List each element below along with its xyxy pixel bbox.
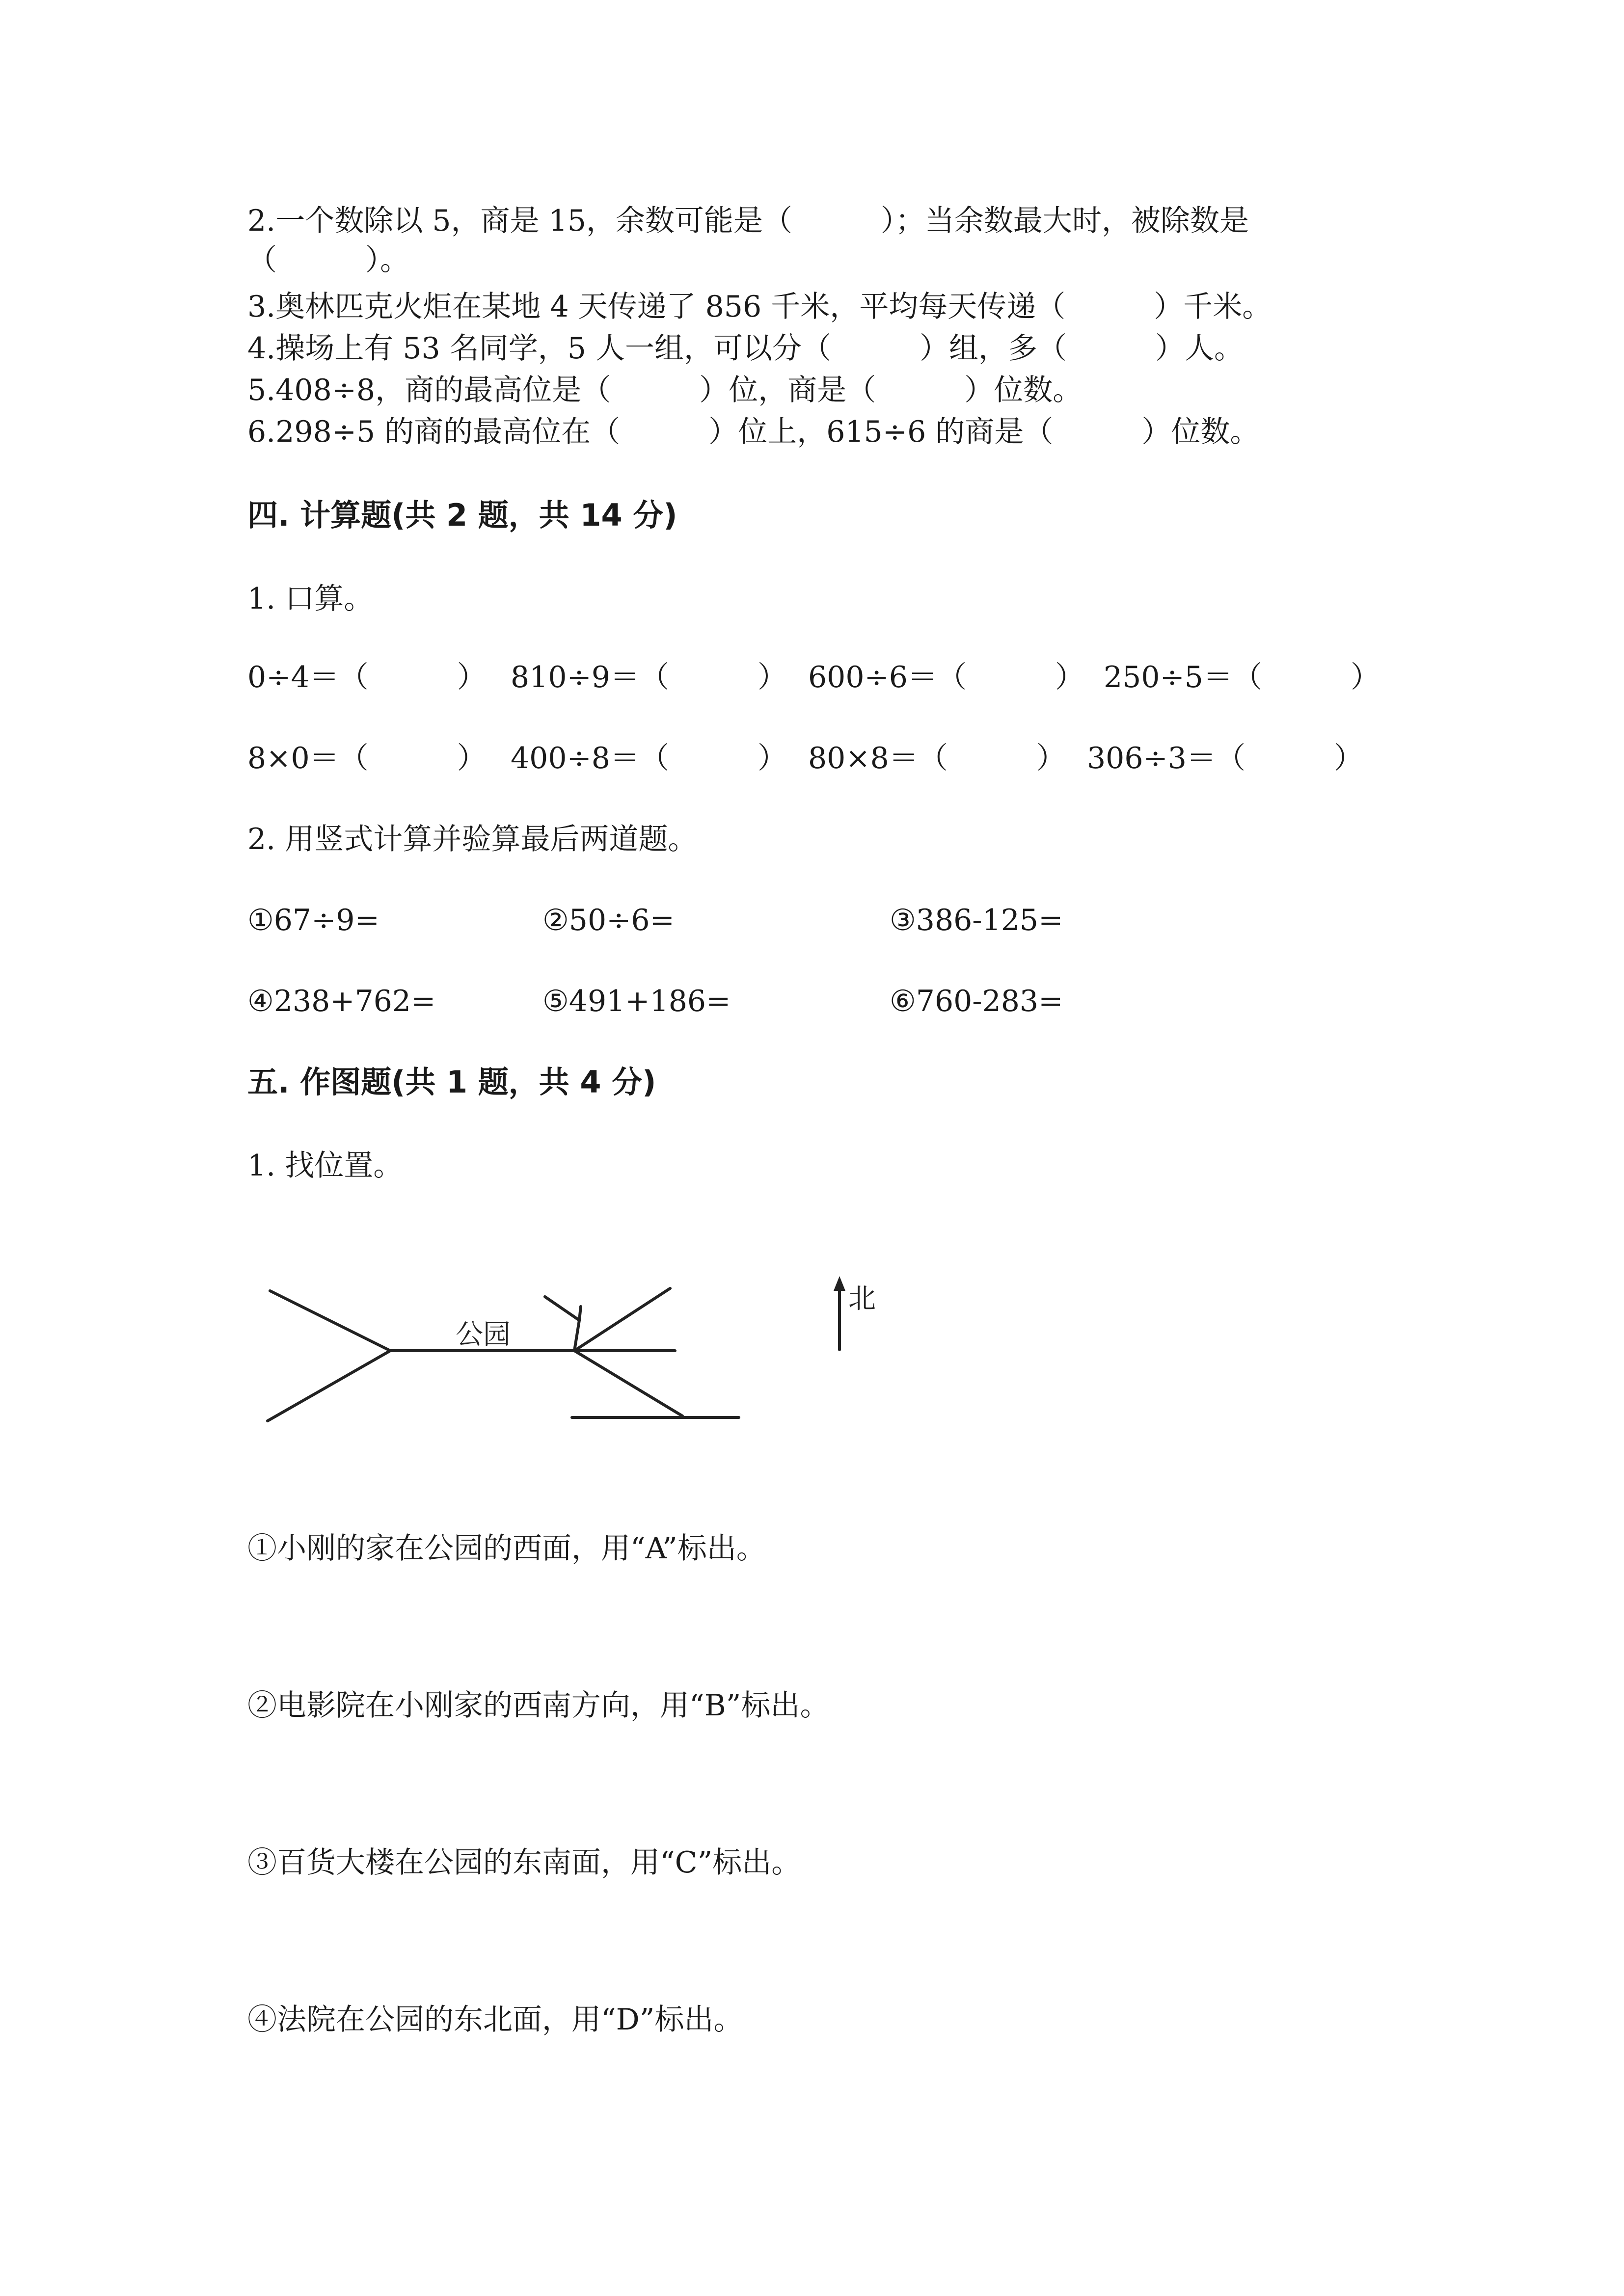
road-line xyxy=(270,1291,390,1351)
oral-calc-item: 810÷9＝（ ） xyxy=(511,660,787,694)
oral-calc-item: 8×0＝（ ） xyxy=(247,741,487,775)
north-arrow-head xyxy=(834,1276,845,1291)
vertical-calc-item: ①67÷9= xyxy=(247,903,379,937)
road-line xyxy=(574,1288,670,1351)
oral-calc-item: 80×8＝（ ） xyxy=(808,741,1066,775)
vertical-calc-item: ⑥760-283= xyxy=(890,984,1063,1018)
section-5-title: 五. 作图题(共 1 题，共 4 分) xyxy=(247,1064,656,1100)
park-map xyxy=(255,1271,952,1448)
vertical-calc-item: ⑤491+186= xyxy=(542,984,731,1018)
vertical-calc-item: ④238+762= xyxy=(247,984,436,1018)
map-task-a: ①小刚的家在公园的西面，用“A”标出。 xyxy=(247,1531,766,1566)
question-6: 6.298÷5 的商的最高位在（ ）位上，615÷6 的商是（ ）位数。 xyxy=(247,415,1260,449)
find-position-title: 1. 找位置。 xyxy=(247,1148,403,1183)
question-2-line1: 2.一个数除以 5，商是 15，余数可能是（ ）；当余数最大时，被除数是 xyxy=(247,204,1249,238)
map-task-b: ②电影院在小刚家的西南方向，用“B”标出。 xyxy=(247,1688,830,1723)
road-line xyxy=(545,1297,579,1320)
oral-calc-item: 600÷6＝（ ） xyxy=(808,660,1084,694)
oral-calc-item: 250÷5＝（ ） xyxy=(1104,660,1380,694)
map-task-d: ④法院在公园的东北面，用“D”标出。 xyxy=(247,2002,743,2037)
question-3: 3.奥林匹克火炬在某地 4 天传递了 856 千米，平均每天传递（ ）千米。 xyxy=(247,290,1272,324)
road-line xyxy=(579,1307,581,1320)
vertical-calc-item: ③386-125= xyxy=(890,903,1063,937)
vertical-calc-title: 2. 用竖式计算并验算最后两道题。 xyxy=(247,822,698,856)
road-line xyxy=(574,1351,682,1416)
question-4: 4.操场上有 53 名同学，5 人一组，可以分（ ）组，多（ ）人。 xyxy=(247,331,1244,366)
oral-calc-item: 400÷8＝（ ） xyxy=(511,741,787,775)
north-label: 北 xyxy=(848,1283,876,1315)
oral-calc-item: 0÷4＝（ ） xyxy=(247,660,487,694)
section-4-title: 四. 计算题(共 2 题，共 14 分) xyxy=(247,497,677,533)
park-label: 公园 xyxy=(456,1319,511,1351)
question-5: 5.408÷8，商的最高位是（ ）位，商是（ ）位数。 xyxy=(247,373,1083,407)
vertical-calc-item: ②50÷6= xyxy=(542,903,675,937)
road-line xyxy=(574,1320,579,1351)
question-2-line2: （ ）。 xyxy=(247,243,409,277)
oral-calc-title: 1. 口算。 xyxy=(247,582,374,616)
oral-calc-item: 306÷3＝（ ） xyxy=(1087,741,1363,775)
map-task-c: ③百货大楼在公园的东南面，用“C”标出。 xyxy=(247,1845,801,1880)
road-line xyxy=(268,1351,390,1421)
